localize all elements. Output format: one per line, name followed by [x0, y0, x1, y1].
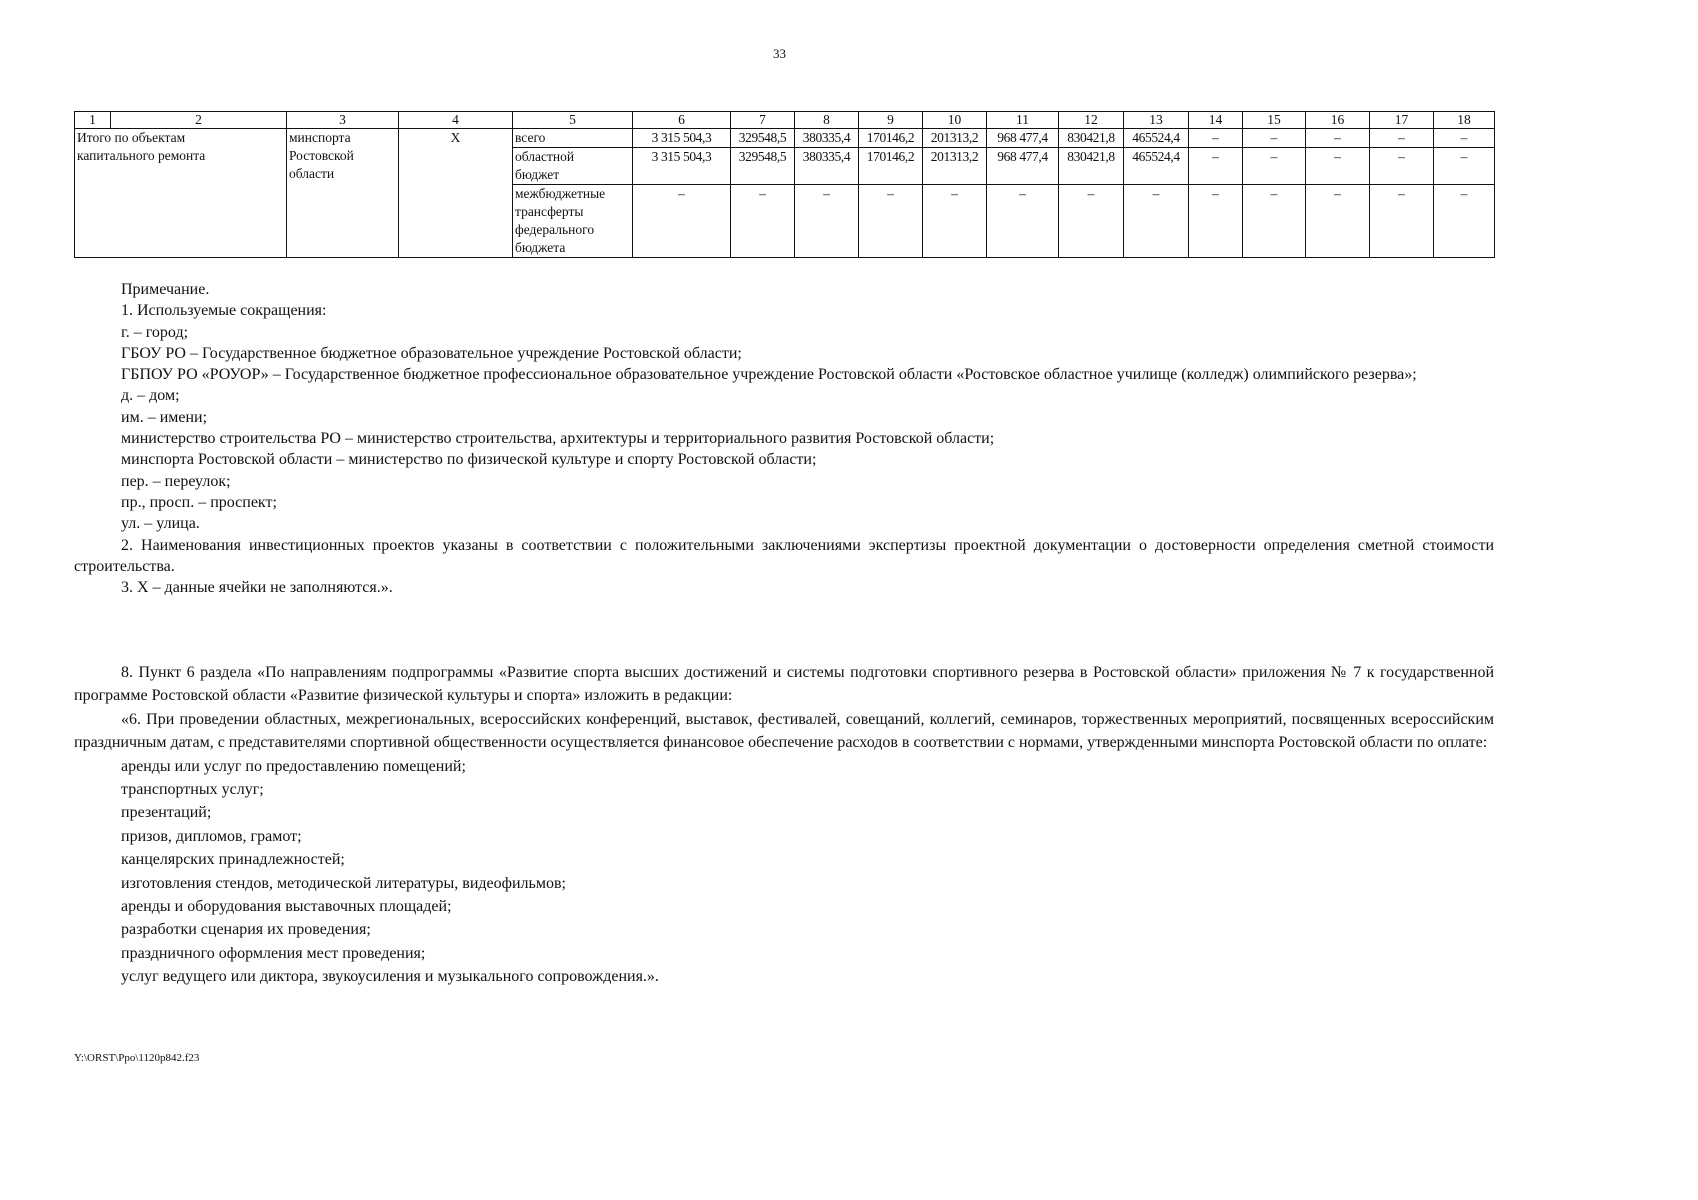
header-cell: 6 — [633, 112, 731, 129]
value-cell: 201313,2 — [923, 129, 987, 148]
note-paragraph: пр., просп. – проспект; — [121, 493, 277, 511]
item-paragraph: «6. При проведении областных, межрегиональных, всероссийских конференций, выставок, фестивалей, совещаний, коллегий, семинаров, торжественных мероприятий, посвященных всероссийским праздничным датам, с представителями спортивной общественности осуществляется финансовое обеспечение расходов в соответствии с нормами, утвержденными минспорта Ростовской области по оплате: — [74, 710, 1494, 752]
value-cell: – — [1189, 185, 1243, 258]
value-cell: 3 315 504,3 — [633, 129, 731, 148]
header-cell: 5 — [513, 112, 633, 129]
note-paragraph: ГБПОУ РО «РОУОР» – Государственное бюджетное профессиональное образовательное учреждение Ростовской области «Ростовское областное училище (колледж) олимпийского резерва»; — [121, 366, 1417, 384]
value-cell: – — [1370, 148, 1434, 185]
value-cell: 465524,4 — [1124, 129, 1189, 148]
source-line: областной — [515, 149, 575, 164]
header-cell: 17 — [1370, 112, 1434, 129]
value-cell: – — [1189, 148, 1243, 185]
header-cell: 4 — [399, 112, 513, 129]
header-cell: 1 — [75, 112, 111, 129]
notes-title: Примечание. — [121, 281, 210, 298]
value-cell: – — [1243, 185, 1306, 258]
list-item: аренды и оборудования выставочных площадей; — [121, 898, 452, 916]
header-cell: 8 — [795, 112, 859, 129]
header-cell: 14 — [1189, 112, 1243, 129]
source-line: федерального — [515, 222, 595, 237]
value-cell: 968 477,4 — [987, 129, 1059, 148]
list-item: разработки сценария их проведения; — [121, 921, 371, 939]
value-cell: 329548,5 — [731, 148, 795, 185]
header-cell: 10 — [923, 112, 987, 129]
source-cell — [513, 129, 633, 148]
value-cell: – — [1306, 185, 1370, 258]
value-cell: 201313,2 — [923, 148, 987, 185]
header-cell: 9 — [859, 112, 923, 129]
list-item: праздничного оформления мест проведения; — [121, 944, 426, 962]
header-cell: 11 — [987, 112, 1059, 129]
value-cell: – — [1243, 148, 1306, 185]
source-line: бюджета — [515, 240, 566, 255]
list-item: транспортных услуг; — [121, 781, 264, 799]
note-paragraph: им. – имени; — [121, 408, 208, 426]
value-cell: – — [731, 185, 795, 258]
list-item: призов, дипломов, грамот; — [121, 827, 302, 845]
object-name-line: капитального ремонта — [77, 148, 206, 163]
note-paragraph: д. – дом; — [121, 387, 180, 405]
value-cell: – — [859, 185, 923, 258]
list-item: изготовления стендов, методической литературы, видеофильмов; — [121, 874, 566, 892]
list-item: презентаций; — [121, 804, 212, 822]
responsible-line: Ростовской — [289, 148, 354, 163]
note-paragraph: минспорта Ростовской области – министерство по физической культуре и спорту Ростовской области; — [121, 451, 817, 469]
source-cell — [513, 148, 633, 185]
note-paragraph: пер. – переулок; — [121, 472, 231, 490]
value-cell: – — [923, 185, 987, 258]
value-cell: 3 315 504,3 — [633, 148, 731, 185]
notes-section — [74, 279, 1494, 598]
file-path-footer: Y:\ORST\Ppo\1120p842.f23 — [74, 1052, 200, 1064]
value-cell: – — [1434, 148, 1495, 185]
value-cell: – — [1306, 148, 1370, 185]
responsible-line: минспорта — [289, 130, 351, 145]
list-item: канцелярских принадлежностей; — [121, 851, 345, 869]
responsible-cell — [287, 129, 399, 258]
value-cell: – — [1243, 129, 1306, 148]
value-cell: 830421,8 — [1059, 129, 1124, 148]
value-cell: – — [795, 185, 859, 258]
list-item: аренды или услуг по предоставлению помещений; — [121, 757, 466, 775]
note-paragraph: министерство строительства РО – министерство строительства, архитектуры и территориального развития Ростовской области; — [121, 430, 995, 448]
note-paragraph: 2. Наименования инвестиционных проектов указаны в соответствии с положительными заключениями экспертизы проектной документации о достоверности определения сметной стоимости строительства. — [74, 536, 1494, 575]
header-cell: 15 — [1243, 112, 1306, 129]
header-cell: 18 — [1434, 112, 1495, 129]
x-cell: X — [399, 129, 513, 258]
header-cell: 7 — [731, 112, 795, 129]
responsible-line: области — [289, 166, 335, 181]
budget-table — [74, 111, 1495, 258]
value-cell: – — [1434, 185, 1495, 258]
source-line: межбюджетные — [515, 186, 606, 201]
item-8-section — [74, 661, 1494, 989]
value-cell: 380335,4 — [795, 148, 859, 185]
value-cell: – — [1189, 129, 1243, 148]
value-cell: 170146,2 — [859, 148, 923, 185]
source-line: трансферты — [515, 204, 584, 219]
item-paragraph: 8. Пункт 6 раздела «По направлениям подпрограммы «Развитие спорта высших достижений и системы подготовки спортивного резерва в Ростовской области» приложения № 7 к государственной программе Ростовской области «Развитие физической культуры и спорта» изложить в редакции: — [74, 664, 1494, 705]
value-cell: – — [633, 185, 731, 258]
value-cell: – — [1370, 185, 1434, 258]
value-cell: 329548,5 — [731, 129, 795, 148]
value-cell: 465524,4 — [1124, 148, 1189, 185]
source-cell — [513, 185, 633, 258]
list-item: услуг ведущего или диктора, звукоусиления и музыкального сопровождения.». — [121, 968, 659, 986]
source-line: бюджет — [515, 167, 560, 182]
value-cell: – — [1434, 129, 1495, 148]
page-number: 33 — [773, 46, 786, 61]
header-cell: 2 — [111, 112, 287, 129]
note-paragraph: г. – город; — [121, 323, 189, 341]
value-cell: – — [987, 185, 1059, 258]
note-paragraph: 3. Х – данные ячейки не заполняются.». — [121, 579, 393, 597]
table-header-row — [75, 112, 1495, 129]
object-name-cell — [75, 129, 287, 258]
object-name-line: Итого по объектам — [77, 130, 186, 145]
value-cell: – — [1059, 185, 1124, 258]
note-paragraph: ГБОУ РО – Государственное бюджетное образовательное учреждение Ростовской области; — [121, 344, 742, 362]
value-cell: 830421,8 — [1059, 148, 1124, 185]
header-cell: 16 — [1306, 112, 1370, 129]
note-paragraph: 1. Используемые сокращения: — [121, 302, 327, 320]
value-cell: – — [1370, 129, 1434, 148]
value-cell: 968 477,4 — [987, 148, 1059, 185]
value-cell: 170146,2 — [859, 129, 923, 148]
header-cell: 3 — [287, 112, 399, 129]
note-paragraph: ул. – улица. — [121, 515, 200, 533]
value-cell: – — [1306, 129, 1370, 148]
source-line: всего — [515, 130, 546, 145]
value-cell: – — [1124, 185, 1189, 258]
table-row — [75, 129, 1495, 148]
value-cell: 380335,4 — [795, 129, 859, 148]
header-cell: 12 — [1059, 112, 1124, 129]
header-cell: 13 — [1124, 112, 1189, 129]
